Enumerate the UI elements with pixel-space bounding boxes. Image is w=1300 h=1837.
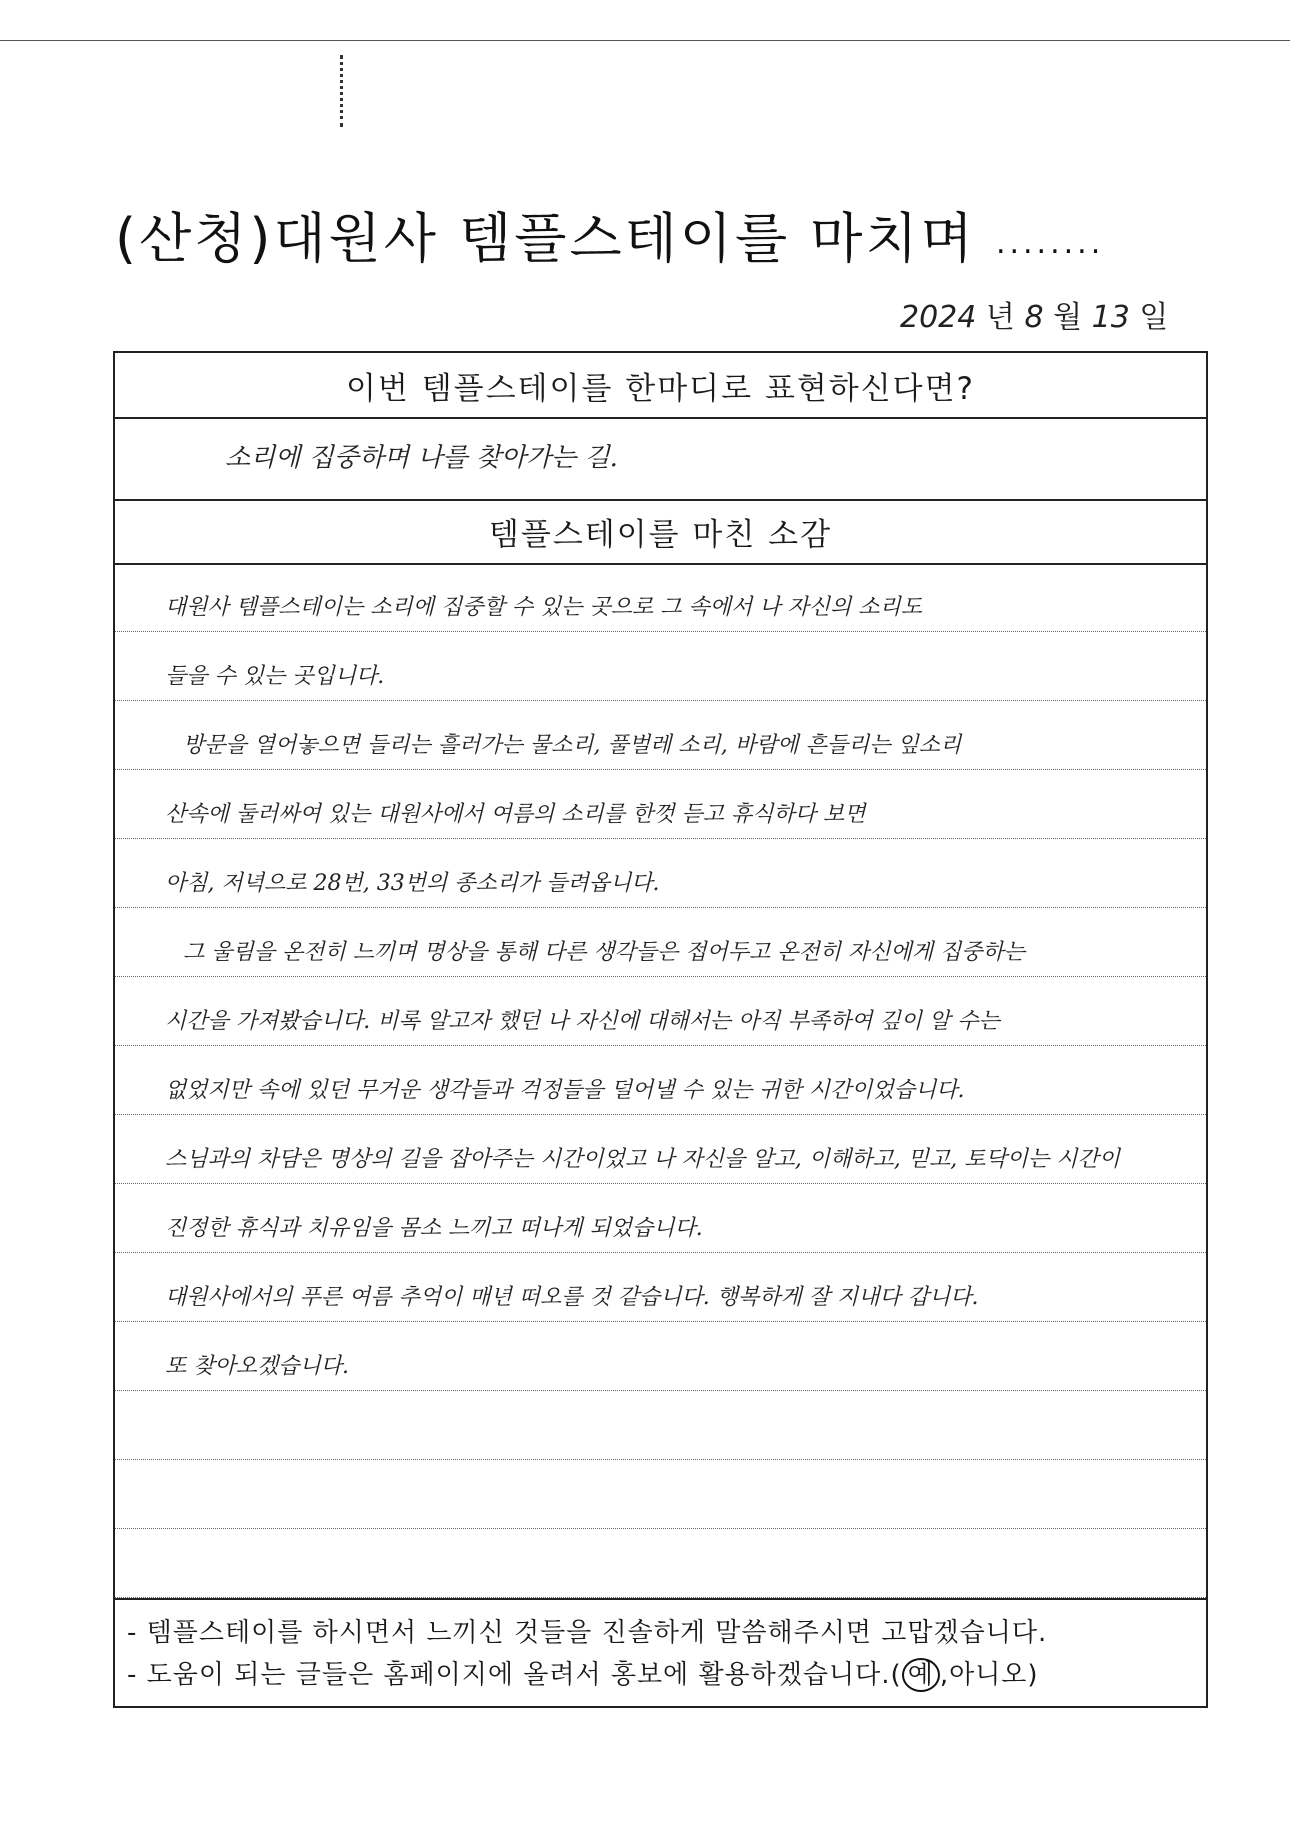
impression-line: 아침, 저녁으로 28번, 33번의 종소리가 들려옵니다. [115, 839, 1206, 908]
impression-line-blank [115, 1391, 1206, 1460]
feedback-form [113, 351, 1208, 1708]
impression-line: 없었지만 속에 있던 무거운 생각들과 걱정들을 덜어낼 수 있는 귀한 시간이었습니다. [115, 1046, 1206, 1115]
scan-edge-line [0, 40, 1290, 41]
impression-line: 들을 수 있는 곳입니다. [115, 632, 1206, 701]
question-heading-text: 이번 템플스테이를 한마디로 표현하신다면? [345, 370, 976, 407]
consent-open-paren: ( [890, 1660, 902, 1690]
document-title [115, 196, 1215, 273]
date-month: 8 [1024, 300, 1044, 335]
impression-line: 대원사에서의 푸른 여름 추억이 매년 떠오를 것 같습니다. 행복하게 잘 지내다 갑니다. [115, 1253, 1206, 1322]
consent-no: ,아니오) [939, 1660, 1039, 1690]
impression-line: 또 찾아오겠습니다. [115, 1322, 1206, 1391]
date-year-suffix: 년 [985, 300, 1015, 335]
date-month-suffix: 월 [1053, 300, 1083, 335]
form-footer [115, 1598, 1206, 1706]
impression-heading [115, 499, 1206, 565]
impression-line: 방문을 열어놓으면 들리는 흘러가는 물소리, 풀벌레 소리, 바람에 흔들리는 잎소리 [115, 701, 1206, 770]
impression-line: 산속에 둘러싸여 있는 대원사에서 여름의 소리를 한껏 듣고 휴식하다 보면 [115, 770, 1206, 839]
impression-line: 진정한 휴식과 치유임을 몸소 느끼고 떠나게 되었습니다. [115, 1184, 1206, 1253]
title-trailing-dots: ........ [995, 226, 1105, 261]
one-word-answer: 소리에 집중하며 나를 찾아가는 길. [225, 443, 618, 473]
impression-heading-text: 템플스테이를 마친 소감 [488, 516, 833, 553]
impression-line: 그 울림을 온전히 느끼며 명상을 통해 다른 생각들은 접어두고 온전히 자신에게 집중하는 [115, 908, 1206, 977]
impression-line-blank [115, 1460, 1206, 1529]
title-text: (산청)대원사 템플스테이를 마치며 [115, 207, 976, 270]
footer-note-2 [127, 1654, 1206, 1696]
date-day: 13 [1091, 300, 1130, 335]
date-line [900, 292, 1168, 336]
impression-line: 시간을 가져봤습니다. 비록 알고자 했던 나 자신에 대해서는 아직 부족하여 깊이 알 수는 [115, 977, 1206, 1046]
question-heading [115, 353, 1206, 419]
impression-line: 대원사 템플스테이는 소리에 집중할 수 있는 곳으로 그 속에서 나 자신의 소리도 [115, 563, 1206, 632]
footer-note-1: - 템플스테이를 하시면서 느끼신 것들을 진솔하게 말씀해주시면 고맙겠습니다. [127, 1618, 1048, 1648]
footer-note-2-text: - 도움이 되는 글들은 홈페이지에 올려서 홍보에 활용하겠습니다. [127, 1660, 891, 1690]
impression-line-blank [115, 1529, 1206, 1598]
impression-lines [115, 563, 1206, 1563]
date-year: 2024 [900, 300, 977, 335]
binder-hole-marks [340, 55, 343, 127]
one-word-answer-box [115, 417, 1206, 501]
date-day-suffix: 일 [1139, 300, 1169, 335]
impression-line: 스님과의 차담은 명상의 길을 잡아주는 시간이었고 나 자신을 알고, 이해하고, 믿고, 토닥이는 시간이 [115, 1115, 1206, 1184]
consent-yes-circled: 예 [902, 1658, 940, 1692]
